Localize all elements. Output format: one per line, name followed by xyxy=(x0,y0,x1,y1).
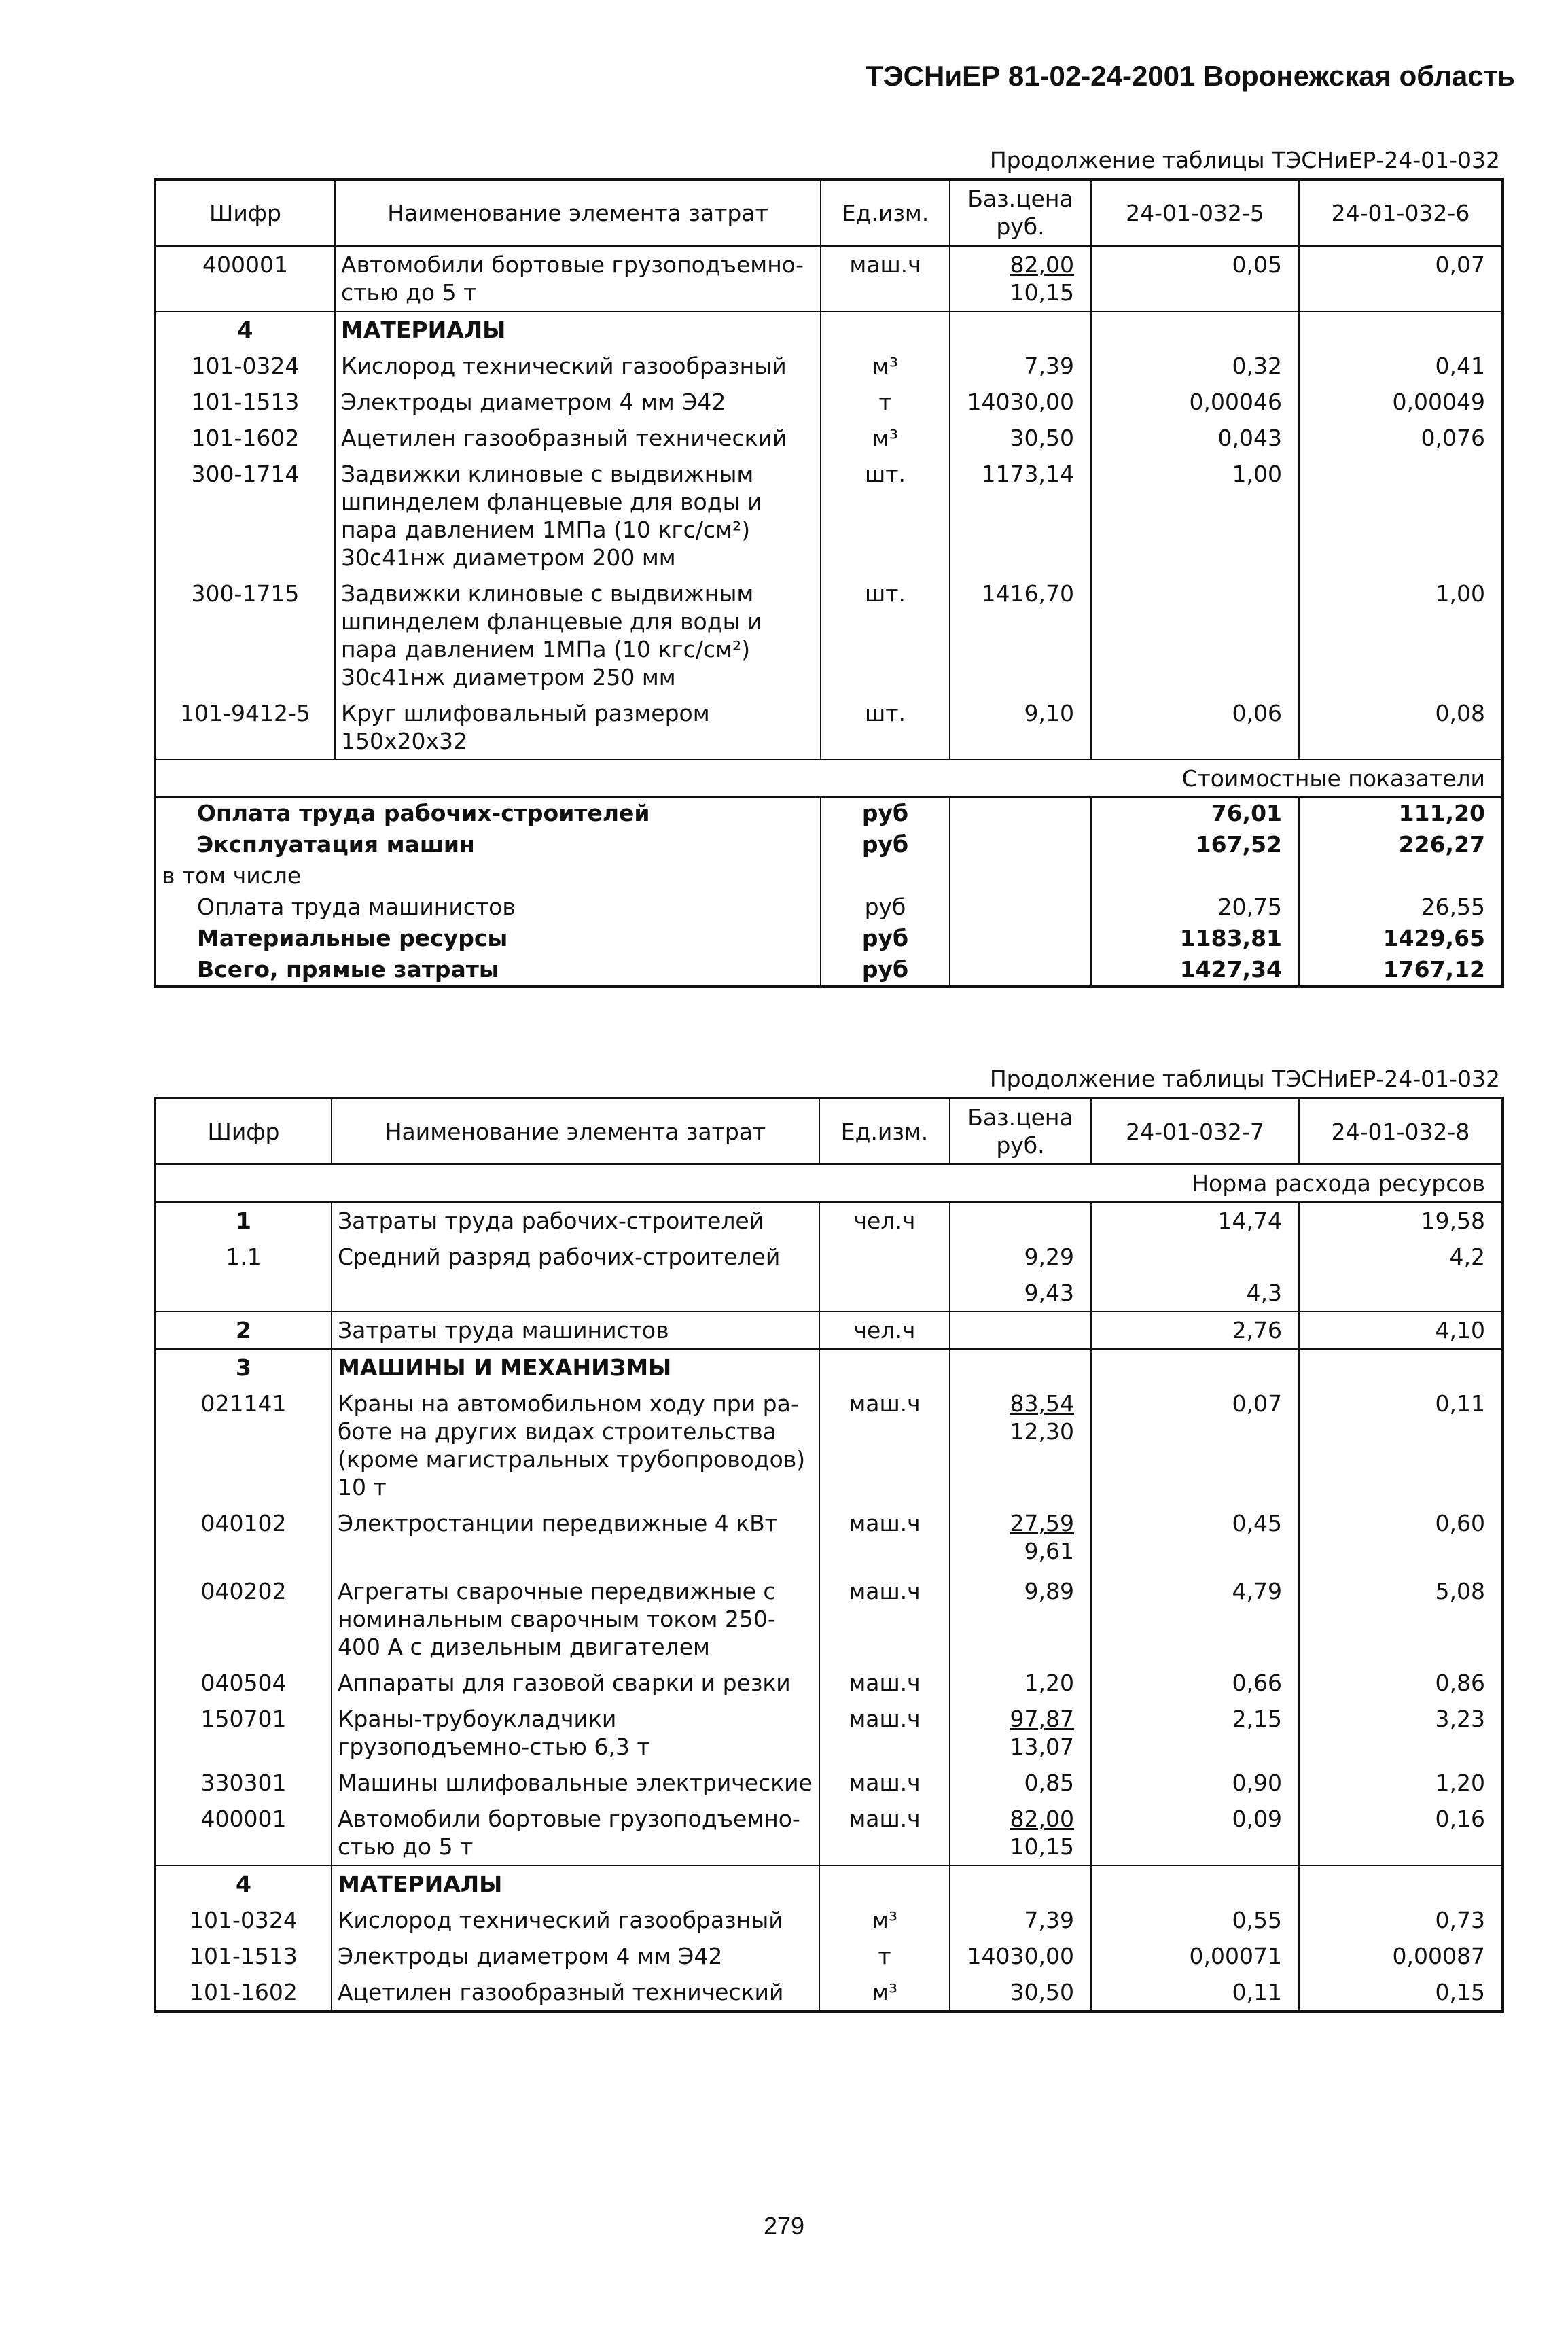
summary-value-6: 111,20 xyxy=(1299,797,1503,829)
summary-unit: руб xyxy=(821,829,950,860)
resource-norm-label: Норма расхода ресурсов xyxy=(1192,1170,1485,1197)
row-code: 101-1602 xyxy=(191,425,300,451)
row-unit: маш.ч xyxy=(819,1765,950,1801)
summary-row xyxy=(155,797,1503,829)
row-name: Ацетилен газообразный технический xyxy=(332,1974,819,2011)
row-price: 9,29 xyxy=(1024,1244,1074,1270)
cost-indicators-label: Стоимостные показатели xyxy=(155,760,1503,797)
summary-name: в том числе xyxy=(162,862,302,889)
summary-name: Оплата труда машинистов xyxy=(197,894,516,920)
col-8-header: 24-01-032-8 xyxy=(1299,1098,1503,1165)
row-unit: м³ xyxy=(821,348,950,384)
col-7-header: 24-01-032-7 xyxy=(1091,1098,1299,1165)
row-name: Электроды диаметром 4 мм Э42 xyxy=(335,384,821,420)
col-code-header: Шифр xyxy=(155,1098,332,1165)
row-value-7: 0,11 xyxy=(1091,1974,1299,2011)
row-value-8: 1,20 xyxy=(1299,1765,1503,1801)
row-price: 9,10 xyxy=(950,695,1091,760)
row-value-8: 0,86 xyxy=(1299,1665,1503,1701)
row-value-7: 0,07 xyxy=(1091,1386,1299,1505)
row-code: 101-1513 xyxy=(190,1943,298,1969)
row-unit: маш.ч xyxy=(819,1665,950,1701)
row-price: 1,20 xyxy=(950,1665,1091,1701)
row-code: 101-1513 xyxy=(191,389,300,415)
row-name: Кислород технический газообразный xyxy=(332,1902,819,1938)
row-value-5: 0,06 xyxy=(1091,695,1299,760)
row-name: Задвижки клиновые с выдвижным шпинделем фланцевые для воды и пара давлением 1МПа (10 кгс/см²) 30с41нж диаметром 250 мм xyxy=(335,576,821,695)
summary-name: Всего, прямые затраты xyxy=(197,956,499,983)
row-unit: шт. xyxy=(821,576,950,695)
row-unit: м³ xyxy=(819,1974,950,2011)
norm-label-row xyxy=(155,1165,1503,1203)
summary-value-6: 226,27 xyxy=(1299,829,1503,860)
row-value-8: 4,10 xyxy=(1299,1312,1503,1349)
row-unit: маш.ч xyxy=(821,246,950,312)
row-price: 9,89 xyxy=(950,1573,1091,1665)
row-price-2: 9,43 xyxy=(1024,1280,1074,1306)
row-price: 83,54 xyxy=(1010,1390,1074,1417)
row-name: Аппараты для газовой сварки и резки xyxy=(332,1665,819,1701)
row-value-6: 0,076 xyxy=(1299,420,1503,456)
section-row xyxy=(155,1865,1503,1902)
row-unit: маш.ч xyxy=(819,1505,950,1573)
summary-row xyxy=(155,892,1503,923)
row-code: 1 xyxy=(155,1202,332,1239)
row-value-5: 0,043 xyxy=(1091,420,1299,456)
row-unit: маш.ч xyxy=(819,1573,950,1665)
row-unit: т xyxy=(819,1938,950,1974)
document-header: ТЭСНиЕР 81-02-24-2001 Воронежская область xyxy=(866,60,1515,92)
table-row xyxy=(155,420,1503,456)
table-row xyxy=(155,1505,1503,1573)
table-row xyxy=(155,384,1503,420)
row-code: 300-1714 xyxy=(191,461,300,487)
row-name: Затраты труда рабочих-строителей xyxy=(332,1202,819,1239)
summary-unit: руб xyxy=(821,923,950,954)
row-name: Электроды диаметром 4 мм Э42 xyxy=(332,1938,819,1974)
row-unit: м³ xyxy=(821,420,950,456)
row-price: 27,59 xyxy=(1010,1510,1074,1536)
table-row xyxy=(155,348,1503,384)
table-row xyxy=(155,1573,1503,1665)
row-value-7: 2,76 xyxy=(1091,1312,1299,1349)
row-value-6: 0,08 xyxy=(1299,695,1503,760)
summary-value-6: 1429,65 xyxy=(1299,923,1503,954)
row-unit: маш.ч xyxy=(819,1701,950,1765)
page-number: 279 xyxy=(763,2212,805,2240)
row-code: 1.1 xyxy=(226,1244,262,1270)
row-name: Машины шлифовальные электрические xyxy=(332,1765,819,1801)
row-value-5: 0,32 xyxy=(1091,348,1299,384)
row-unit: м³ xyxy=(819,1902,950,1938)
summary-value-6: 26,55 xyxy=(1299,892,1503,923)
row-name: Круг шлифовальный размером 150x20x32 xyxy=(335,695,821,760)
row-price-machinist: 13,07 xyxy=(1010,1733,1074,1760)
row-code: 2 xyxy=(155,1312,332,1349)
table-row xyxy=(155,1312,1503,1349)
row-value-5 xyxy=(1091,576,1299,695)
row-unit: шт. xyxy=(821,456,950,576)
row-name: Краны-трубоукладчики грузоподъемно-стью 6,3 т xyxy=(332,1701,819,1765)
row-price: 0,85 xyxy=(950,1765,1091,1801)
summary-row xyxy=(155,923,1503,954)
row-code: 330301 xyxy=(200,1770,287,1796)
row-code: 101-0324 xyxy=(191,353,300,379)
summary-name: Эксплуатация машин xyxy=(197,831,475,858)
row-code: 4 xyxy=(155,311,335,348)
table-row xyxy=(155,1974,1503,2011)
col-price-header: Баз.цена руб. xyxy=(950,1098,1091,1165)
section-row xyxy=(155,311,1503,348)
row-price: 7,39 xyxy=(950,348,1091,384)
row-code: 4 xyxy=(155,1865,332,1902)
row-price: 14030,00 xyxy=(950,384,1091,420)
summary-value-5: 20,75 xyxy=(1091,892,1299,923)
row-price: 14030,00 xyxy=(950,1938,1091,1974)
summary-name: Оплата труда рабочих-строителей xyxy=(155,797,821,829)
row-value-8: 5,08 xyxy=(1299,1573,1503,1665)
row-value-8: 0,11 xyxy=(1299,1386,1503,1505)
row-value-7: 0,09 xyxy=(1091,1801,1299,1865)
row-code: 040504 xyxy=(200,1670,287,1696)
row-value-7: 2,15 xyxy=(1091,1701,1299,1765)
row-name: МАТЕРИАЛЫ xyxy=(335,311,821,348)
row-unit: чел.ч xyxy=(819,1202,950,1239)
row-value-7: 0,45 xyxy=(1091,1505,1299,1573)
summary-value-6: 1767,12 xyxy=(1299,954,1503,987)
row-name: Агрегаты сварочные передвижные с номинальным сварочным током 250-400 А с дизельным двигателем xyxy=(332,1573,819,1665)
table-row xyxy=(155,1765,1503,1801)
summary-unit: руб xyxy=(821,797,950,829)
row-code: 021141 xyxy=(200,1390,287,1417)
row-value-6: 0,00049 xyxy=(1299,384,1503,420)
table-row xyxy=(155,456,1503,576)
row-unit: шт. xyxy=(821,695,950,760)
row-value-8: 0,60 xyxy=(1299,1505,1503,1573)
row-value-5: 1,00 xyxy=(1091,456,1299,576)
row-value-8: 0,16 xyxy=(1299,1801,1503,1865)
table-row xyxy=(155,246,1503,312)
col-6-header: 24-01-032-6 xyxy=(1299,179,1503,246)
row-price: 1416,70 xyxy=(950,576,1091,695)
col-name-header: Наименование элемента затрат xyxy=(332,1098,819,1165)
row-name: МАТЕРИАЛЫ xyxy=(332,1865,819,1902)
row-value-6: 0,07 xyxy=(1299,246,1503,312)
row-code: 400001 xyxy=(202,251,288,278)
row-name: Краны на автомобильном ходу при ра-боте на других видах строительства (кроме магистральных трубопроводов) 10 т xyxy=(332,1386,819,1505)
row-price: 30,50 xyxy=(950,1974,1091,2011)
row-name: Средний разряд рабочих-строителей xyxy=(332,1239,819,1312)
summary-value-5: 1183,81 xyxy=(1091,923,1299,954)
row-unit: т xyxy=(821,384,950,420)
row-value-7: 14,74 xyxy=(1091,1202,1299,1239)
row-name: Автомобили бортовые грузоподъемно-стью до 5 т xyxy=(335,246,821,312)
row-name: Кислород технический газообразный xyxy=(335,348,821,384)
row-name: Задвижки клиновые с выдвижным шпинделем фланцевые для воды и пара давлением 1МПа (10 кгс/см²) 30с41нж диаметром 200 мм xyxy=(335,456,821,576)
row-value-5: 0,05 xyxy=(1091,246,1299,312)
row-value-8: 0,15 xyxy=(1299,1974,1503,2011)
row-code: 101-1602 xyxy=(190,1979,298,2005)
summary-value-5: 167,52 xyxy=(1091,829,1299,860)
table-row xyxy=(155,576,1503,695)
table2-caption: Продолжение таблицы ТЭСНиЕР-24-01-032 xyxy=(989,1066,1500,1092)
row-price: 7,39 xyxy=(950,1902,1091,1938)
row-unit: маш.ч xyxy=(819,1386,950,1505)
table-row xyxy=(155,1202,1503,1239)
summary-value-5: 1427,34 xyxy=(1091,954,1299,987)
row-value-8: 4,2 xyxy=(1299,1239,1503,1312)
row-value-5: 0,00046 xyxy=(1091,384,1299,420)
summary-unit: руб xyxy=(821,892,950,923)
row-name: Автомобили бортовые грузоподъемно-стью до 5 т xyxy=(332,1801,819,1865)
row-unit: маш.ч xyxy=(819,1801,950,1865)
row-price: 30,50 xyxy=(950,420,1091,456)
col-name-header: Наименование элемента затрат xyxy=(335,179,821,246)
summary-row xyxy=(155,860,1503,892)
row-code: 040102 xyxy=(200,1510,287,1536)
row-value-7: 4,3 xyxy=(1246,1280,1282,1306)
row-price-machinist: 10,15 xyxy=(1010,1833,1074,1860)
row-code: 040202 xyxy=(200,1578,287,1604)
row-value-8: 0,00087 xyxy=(1299,1938,1503,1974)
section-row xyxy=(155,1349,1503,1386)
row-code: 101-0324 xyxy=(190,1907,298,1933)
row-code: 101-9412-5 xyxy=(180,700,310,726)
table-row xyxy=(155,1902,1503,1938)
col-price-header: Баз.цена руб. xyxy=(950,179,1091,246)
table-row xyxy=(155,1938,1503,1974)
table-row xyxy=(155,695,1503,760)
row-price-machinist: 10,15 xyxy=(1010,279,1074,306)
table1 xyxy=(154,178,1504,988)
row-price: 97,87 xyxy=(1010,1706,1074,1732)
row-code: 300-1715 xyxy=(191,580,300,607)
col-unit-header: Ед.изм. xyxy=(819,1098,950,1165)
summary-unit: руб xyxy=(821,954,950,987)
row-name: Затраты труда машинистов xyxy=(332,1312,819,1349)
row-name: Электростанции передвижные 4 кВт xyxy=(332,1505,819,1573)
cost-label-row xyxy=(155,760,1503,797)
row-value-8: 0,73 xyxy=(1299,1902,1503,1938)
table-row xyxy=(155,1701,1503,1765)
row-value-6 xyxy=(1299,456,1503,576)
row-price-machinist: 12,30 xyxy=(1010,1418,1074,1445)
table2 xyxy=(154,1097,1504,2013)
summary-row xyxy=(155,829,1503,860)
table-row xyxy=(155,1665,1503,1701)
row-unit: чел.ч xyxy=(819,1312,950,1349)
row-value-6: 0,41 xyxy=(1299,348,1503,384)
row-value-7: 4,79 xyxy=(1091,1573,1299,1665)
row-value-8: 19,58 xyxy=(1299,1202,1503,1239)
summary-name: Материальные ресурсы xyxy=(197,925,508,951)
row-price: 82,00 xyxy=(1010,1806,1074,1832)
row-price-machinist: 9,61 xyxy=(1024,1538,1074,1564)
col-code-header: Шифр xyxy=(155,179,335,246)
summary-value-5: 76,01 xyxy=(1091,797,1299,829)
row-code: 3 xyxy=(155,1349,332,1386)
row-name: МАШИНЫ И МЕХАНИЗМЫ xyxy=(332,1349,819,1386)
table-row xyxy=(155,1386,1503,1505)
row-code: 150701 xyxy=(200,1706,287,1732)
table-row xyxy=(155,1239,1503,1312)
row-name: Ацетилен газообразный технический xyxy=(335,420,821,456)
row-price: 1173,14 xyxy=(950,456,1091,576)
row-value-7: 0,55 xyxy=(1091,1902,1299,1938)
row-value-8: 3,23 xyxy=(1299,1701,1503,1765)
table1-caption: Продолжение таблицы ТЭСНиЕР-24-01-032 xyxy=(989,147,1500,173)
col-5-header: 24-01-032-5 xyxy=(1091,179,1299,246)
row-value-7: 0,00071 xyxy=(1091,1938,1299,1974)
summary-row xyxy=(155,954,1503,987)
row-value-6: 1,00 xyxy=(1299,576,1503,695)
row-code: 400001 xyxy=(200,1806,287,1832)
table-row xyxy=(155,1801,1503,1865)
row-price: 82,00 xyxy=(1010,251,1074,278)
row-value-7: 0,90 xyxy=(1091,1765,1299,1801)
col-unit-header: Ед.изм. xyxy=(821,179,950,246)
row-value-7: 0,66 xyxy=(1091,1665,1299,1701)
